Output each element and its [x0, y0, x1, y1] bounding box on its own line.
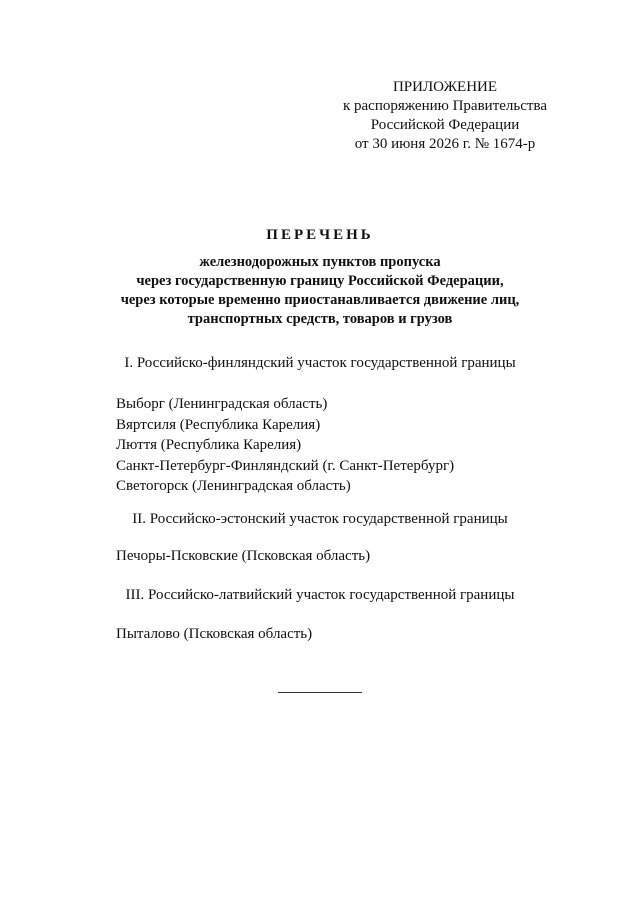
- appendix-heading: ПРИЛОЖЕНИЕ: [392, 79, 498, 95]
- section-heading: I. Российско-финляндский участок государственной границы: [124, 355, 516, 371]
- list-item: Печоры-Псковские (Псковская область): [116, 548, 371, 564]
- closing-divider: [278, 692, 362, 693]
- list-item: Вяртсиля (Республика Карелия): [116, 416, 321, 433]
- list-item: Санкт-Петербург-Финляндский (г. Санкт-Петербург): [116, 457, 455, 474]
- checkpoint-list: [116, 546, 370, 567]
- list-item: Люття (Республика Карелия): [116, 437, 302, 453]
- subtitle-line: железнодорожных пунктов пропуска: [199, 254, 441, 270]
- list-item: Пыталово (Псковская область): [116, 626, 313, 642]
- document-subtitle: [60, 253, 580, 329]
- subtitle-line: через которые временно приостанавливается движение лиц,: [120, 292, 520, 308]
- appendix-line: Российской Федерации: [370, 117, 520, 133]
- document-title: ПЕРЕЧЕНЬ: [266, 227, 374, 243]
- subtitle-line: транспортных средств, товаров и грузов: [187, 311, 453, 327]
- title-block: [60, 226, 580, 329]
- appendix-line: к распоряжению Правительства: [342, 98, 547, 114]
- checkpoint-list: [116, 394, 454, 497]
- list-item: Светогорск (Ленинградская область): [116, 478, 351, 494]
- section-heading: III. Российско-латвийский участок государственной границы: [125, 587, 515, 603]
- list-item: Выборг (Ленинградская область): [116, 396, 328, 412]
- checkpoint-list: [116, 624, 312, 645]
- section-heading: II. Российско-эстонский участок государственной границы: [132, 511, 508, 527]
- appendix-block: [330, 78, 560, 154]
- appendix-line: от 30 июня 2026 г. № 1674-р: [354, 136, 536, 152]
- subtitle-line: через государственную границу Российской Федерации,: [136, 273, 504, 289]
